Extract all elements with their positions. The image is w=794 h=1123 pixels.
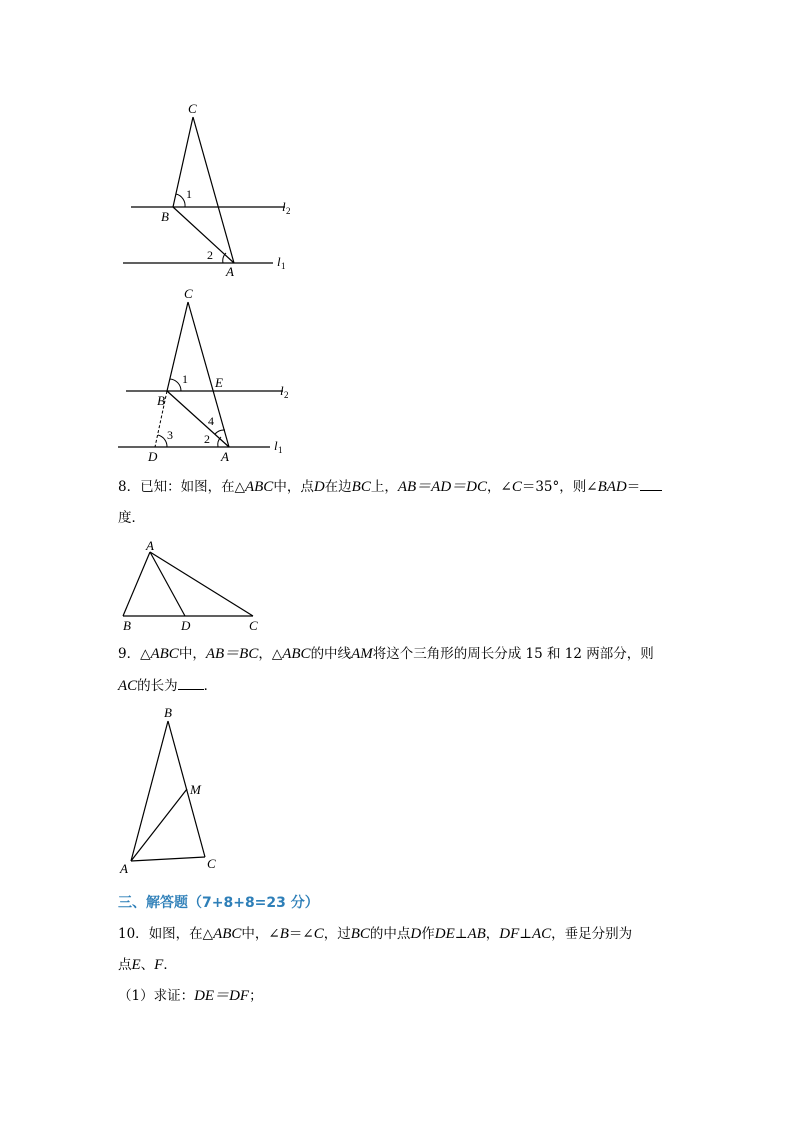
label-angle-2: 2 bbox=[204, 432, 210, 446]
label-l1-sub: 1 bbox=[281, 261, 286, 271]
label-a: A bbox=[120, 861, 128, 876]
label-l1: l bbox=[277, 254, 281, 269]
segment-am bbox=[131, 789, 187, 861]
q10-number: 10． bbox=[118, 926, 149, 942]
label-angle-3: 3 bbox=[167, 428, 173, 442]
segment-ac bbox=[131, 857, 205, 861]
label-d: D bbox=[181, 618, 191, 633]
label-b: B bbox=[157, 393, 165, 408]
label-d: D bbox=[148, 449, 158, 464]
label-l1: l bbox=[274, 438, 278, 453]
label-b: B bbox=[161, 209, 169, 224]
label-a: A bbox=[221, 449, 229, 464]
label-angle-1: 1 bbox=[186, 187, 192, 201]
question-8-line-1: 8．已知：如图，在△ABC中，点D在边BC上，AB＝AD＝DC，∠C＝35°，则∠BAD＝ bbox=[118, 477, 662, 497]
label-c: C bbox=[249, 618, 258, 633]
label-b: B bbox=[164, 705, 172, 720]
label-a: A bbox=[226, 264, 234, 279]
question-10-line-2: 点E、F． bbox=[118, 957, 177, 973]
label-l2-sub: 2 bbox=[284, 390, 289, 400]
q8-number: 8． bbox=[118, 479, 141, 495]
question-9-line-2: AC的长为 ． bbox=[118, 678, 218, 694]
label-angle-4: 4 bbox=[208, 414, 214, 428]
label-c: C bbox=[184, 286, 193, 301]
segment-ba bbox=[131, 721, 168, 861]
question-10-line-1: 10．如图，在△ABC中，∠B＝∠C，过BC的中点D作DE⊥AB，DF⊥AC，垂足分别为 bbox=[118, 926, 633, 942]
label-angle-1: 1 bbox=[182, 372, 188, 386]
question-8-line-2: 度． bbox=[118, 510, 145, 526]
label-a: A bbox=[146, 538, 154, 553]
label-l2-sub: 2 bbox=[286, 206, 291, 216]
q9-number: 9． bbox=[118, 646, 141, 662]
label-l2: l bbox=[282, 199, 286, 214]
label-b: B bbox=[123, 618, 131, 633]
label-c: C bbox=[188, 101, 197, 116]
label-l2: l bbox=[280, 383, 284, 398]
label-l1-sub: 1 bbox=[278, 445, 283, 455]
section-heading-solutions: 三、解答题（7+8+8=23 分） bbox=[118, 895, 319, 911]
label-m: M bbox=[190, 782, 201, 797]
label-c: C bbox=[207, 856, 216, 871]
label-e: E bbox=[215, 375, 223, 390]
question-10-part-1: （1）求证：DE＝DF； bbox=[118, 988, 263, 1004]
question-9-line-1: 9．△ABC中，AB＝BC，△ABC的中线AM将这个三角形的周长分成 15 和 12 两部分，则 bbox=[118, 646, 654, 662]
label-angle-2: 2 bbox=[207, 248, 213, 262]
